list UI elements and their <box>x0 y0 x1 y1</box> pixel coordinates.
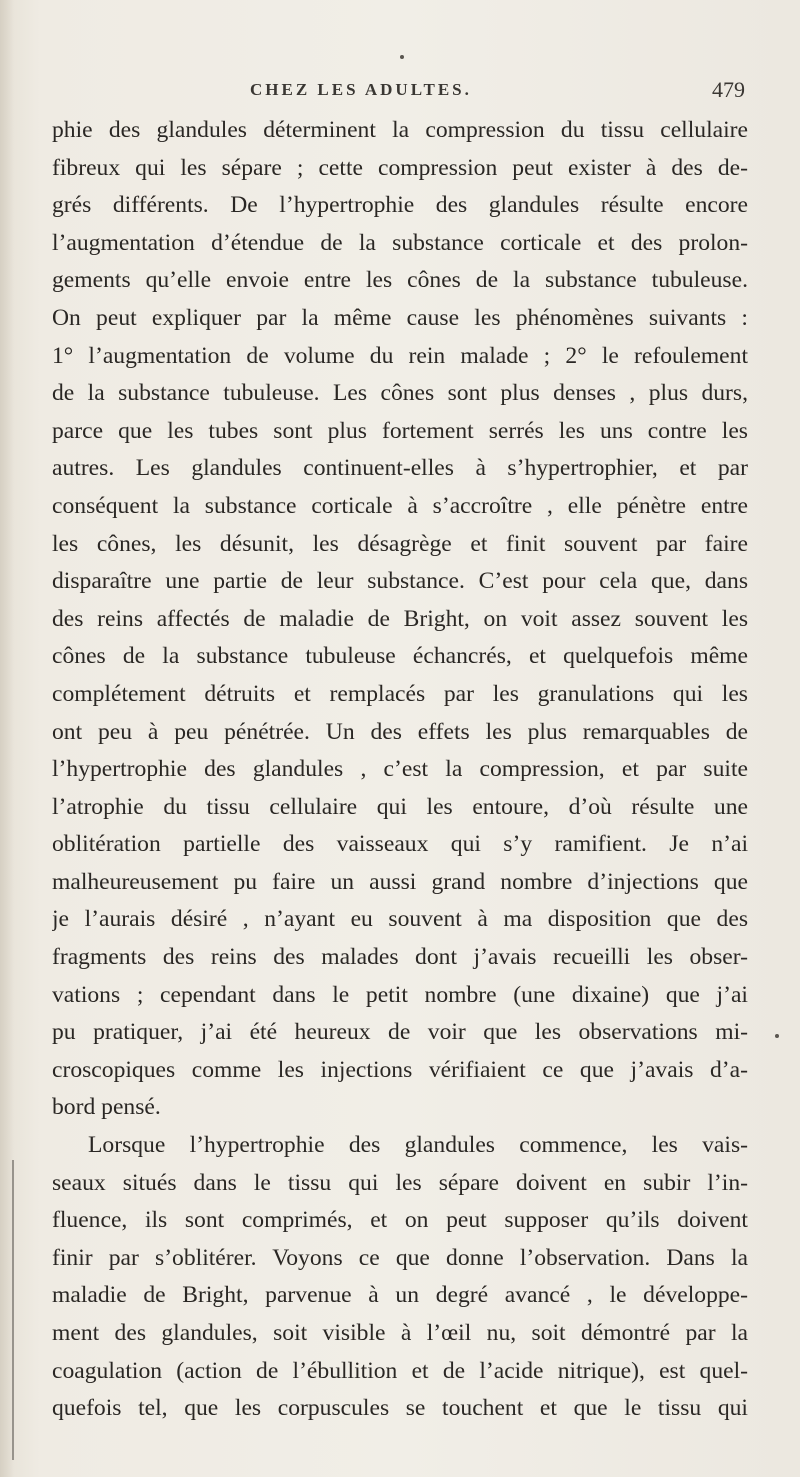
running-title: CHEZ LES ADULTES. <box>250 80 472 99</box>
text-line: malheureusement pu faire un aussi grand nombre d’injections que <box>52 868 748 895</box>
text-line: complétement détruits et remplacés par les granulations qui les <box>52 680 748 707</box>
text-line: phie des glandules déterminent la compression du tissu cellulaire <box>52 117 748 143</box>
page-number: 479 <box>712 77 745 102</box>
text-line: disparaître une partie de leur substance. C’est pour cela que, dans <box>52 568 748 595</box>
text-line: l’augmentation d’étendue de la substance corticale et des prolon- <box>52 229 748 256</box>
text-line: seaux situés dans le tissu qui les sépare doivent en subir l’in- <box>52 1169 748 1196</box>
print-speck <box>400 55 404 59</box>
text-line: je l’aurais désiré , n’ayant eu souvent à ma disposition que des <box>52 906 748 933</box>
text-line: fluence, ils sont comprimés, et on peut supposer qu’ils doivent <box>52 1207 748 1234</box>
text-line: des reins affectés de maladie de Bright, on voit assez souvent les <box>52 605 748 632</box>
text-line: oblitération partielle des vaisseaux qui s’y ramifient. Je n’ai <box>52 831 748 858</box>
text-line: 1° l’augmentation de volume du rein malade ; 2° le refoulement <box>52 342 748 369</box>
text-line: l’hypertrophie des glandules , c’est la compression, et par suite <box>52 756 748 783</box>
running-head <box>0 77 800 114</box>
text-line: conséquent la substance corticale à s’accroître , elle pénètre entre <box>52 492 748 519</box>
text-line: vations ; cependant dans le petit nombre (une dixaine) que j’ai <box>52 981 748 1008</box>
text-line: croscopiques comme les injections vérifiaient ce que j’avais d’a- <box>52 1056 748 1083</box>
text-line: de la substance tubuleuse. Les cônes sont plus denses , plus durs, <box>52 380 748 407</box>
text-line: parce que les tubes sont plus fortement serrés les uns contre les <box>52 417 748 444</box>
text-line: gements qu’elle envoie entre les cônes de la substance tubuleuse. <box>52 267 748 294</box>
text-line: fragments des reins des malades dont j’avais recueilli les obser- <box>52 944 748 971</box>
text-line: quefois tel, que les corpuscules se touchent et que le tissu qui <box>52 1395 748 1422</box>
text-line: autres. Les glandules continuent-elles à s’hypertrophier, et par <box>52 455 748 482</box>
text-line: coagulation (action de l’ébullition et de l’acide nitrique), est quel- <box>52 1357 748 1384</box>
text-line: pu pratiquer, j’ai été heureux de voir que les observations mi- <box>52 1019 748 1046</box>
text-line: ment des glandules, soit visible à l’œil nu, soit démontré par la <box>52 1320 748 1346</box>
text-line: finir par s’oblitérer. Voyons ce que donne l’observation. Dans la <box>52 1244 748 1271</box>
paragraph-end-line: bord pensé. <box>52 1094 161 1121</box>
text-line: grés différents. De l’hypertrophie des glandules résulte encore <box>52 192 748 219</box>
text-line: cônes de la substance tubuleuse échancrés, et quelquefois même <box>52 643 748 670</box>
text-line: l’atrophie du tissu cellulaire qui les entoure, d’où résulte une <box>52 793 748 820</box>
binding-edge <box>12 1160 14 1460</box>
text-line: maladie de Bright, parvenue à un degré avancé , le développe- <box>52 1282 748 1309</box>
text-line: fibreux qui les sépare ; cette compression peut exister à des de- <box>52 154 748 181</box>
print-speck <box>775 1034 779 1038</box>
text-line: les cônes, les désunit, les désagrège et finit souvent par faire <box>52 530 748 557</box>
body-text <box>52 112 748 1428</box>
paragraph-start-line: Lorsque l’hypertrophie des glandules commence, les vais- <box>88 1132 748 1159</box>
text-line: ont peu à peu pénétrée. Un des effets les plus remarquables de <box>52 718 748 745</box>
text-line: On peut expliquer par la même cause les phénomènes suivants : <box>52 304 748 331</box>
